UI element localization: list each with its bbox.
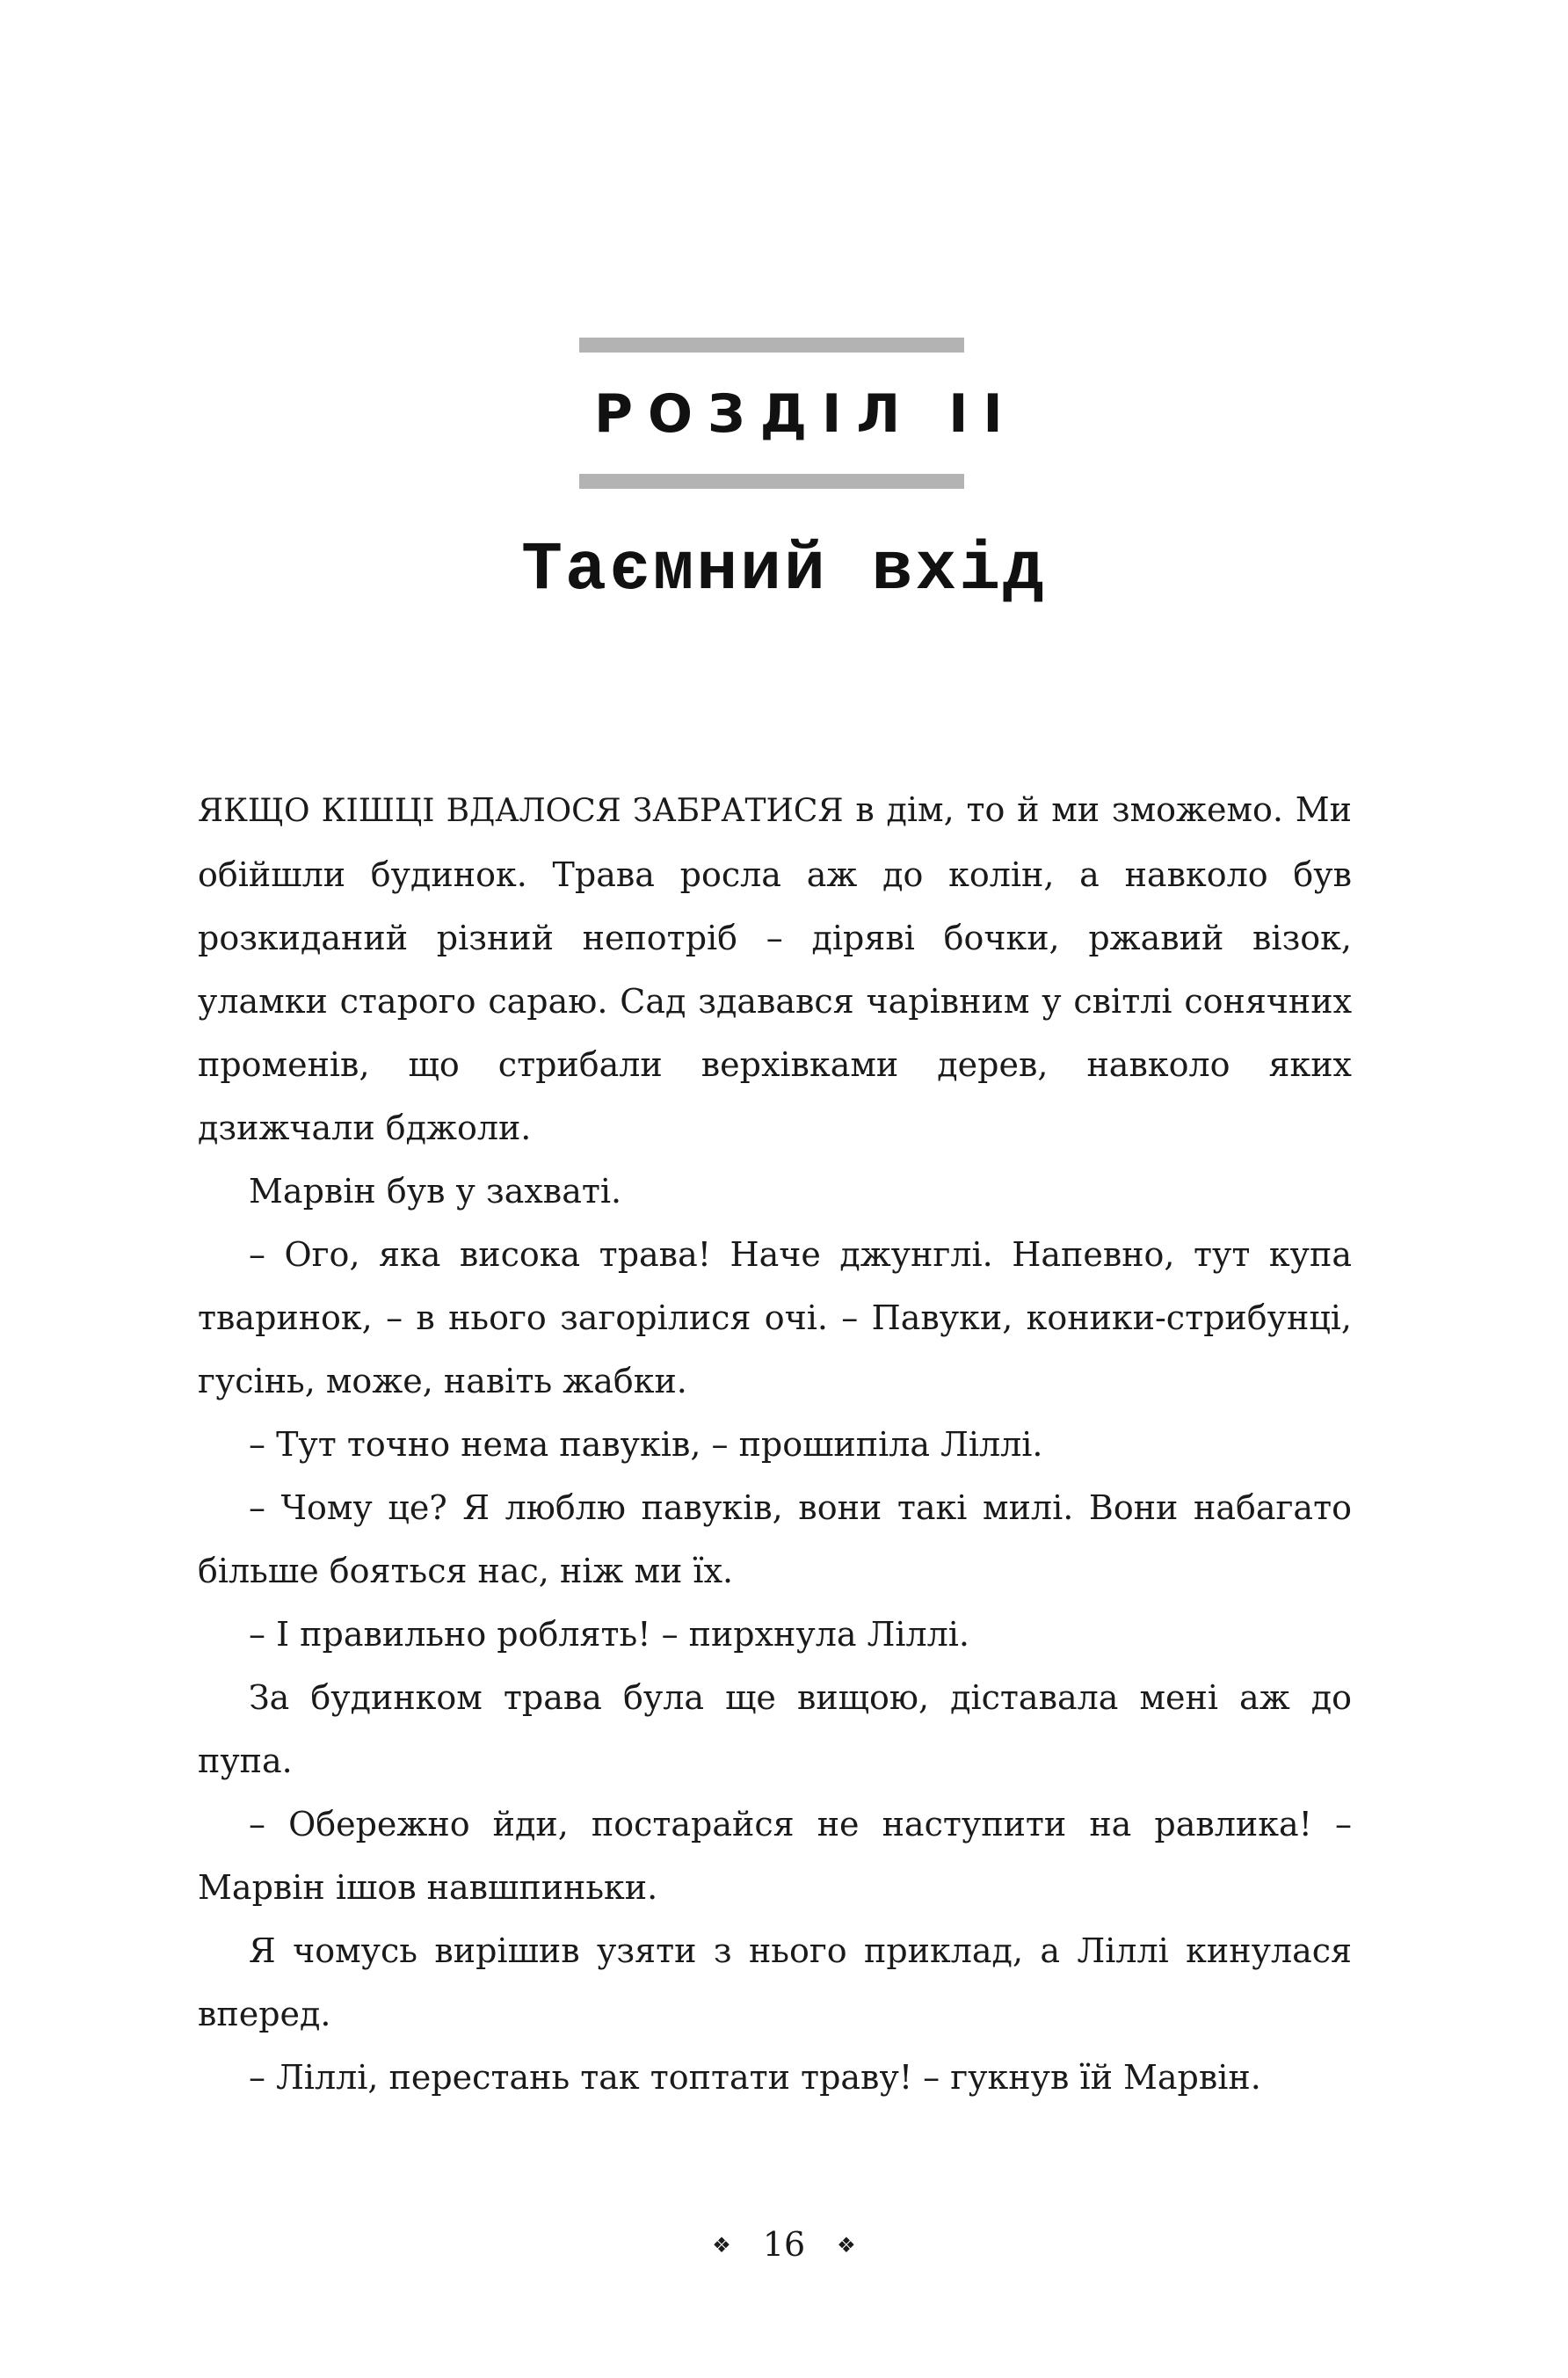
paragraph: – І правильно роблять! – пирхнула Ліллі. — [249, 1615, 969, 1654]
paragraph: – Ого, яка висока трава! Наче джунглі. Напевно, тут купа тваринок, – в нього загорілися очі. – Павуки, коники-стрибунці, гусінь, може, навіть жабки. — [198, 1235, 1352, 1400]
paragraph — [198, 778, 1352, 1160]
paragraph-text: в дім, то й ми зможемо. Ми обійшли будинок. Трава росла аж до колін, а навколо був розкиданий різний непотріб – діряві бочки, ржавий візок, уламки старого сараю. Сад здавався чарівним у світлі сонячних променів, що стрибали верхівками дерев, навколо яких дзижчали бджоли. — [198, 790, 1352, 1147]
paragraph: Марвін був у захваті. — [249, 1172, 622, 1211]
chapter-heading — [579, 338, 1018, 489]
chapter-title: Таємний вхід — [521, 532, 1047, 609]
diamond-ornament-icon: ❖ — [837, 2232, 856, 2258]
page-number: 16 — [762, 2225, 806, 2264]
chapter-bar-top — [579, 338, 964, 353]
diamond-ornament-icon: ❖ — [712, 2232, 731, 2258]
chapter-bar-bottom — [579, 474, 964, 489]
body-text — [198, 778, 1352, 2109]
paragraph: – Чому це? Я люблю павуків, вони такі милі. Вони набагато більше бояться нас, ніж ми їх. — [198, 1488, 1352, 1590]
paragraph-lead: ЯКЩО КІШЦІ ВДАЛОСЯ ЗАБРАТИСЯ — [198, 793, 844, 829]
paragraph: Я чомусь вирішив узяти з нього приклад, а Ліллі кинулася вперед. — [198, 1931, 1352, 2033]
paragraph: – Обережно йди, постарайся не наступити на равлика! – Марвін ішов навшпиньки. — [198, 1805, 1352, 1907]
chapter-label: РОЗДІЛ II — [594, 383, 1018, 445]
paragraph: – Ліллі, перестань так топтати траву! – гукнув їй Марвін. — [249, 2058, 1261, 2097]
paragraph: – Тут точно нема павуків, – прошипіла Ліллі. — [249, 1425, 1043, 1464]
page-footer — [0, 2225, 1568, 2264]
paragraph: За будинком трава була ще вищою, діставала мені аж до пупа. — [198, 1678, 1352, 1780]
